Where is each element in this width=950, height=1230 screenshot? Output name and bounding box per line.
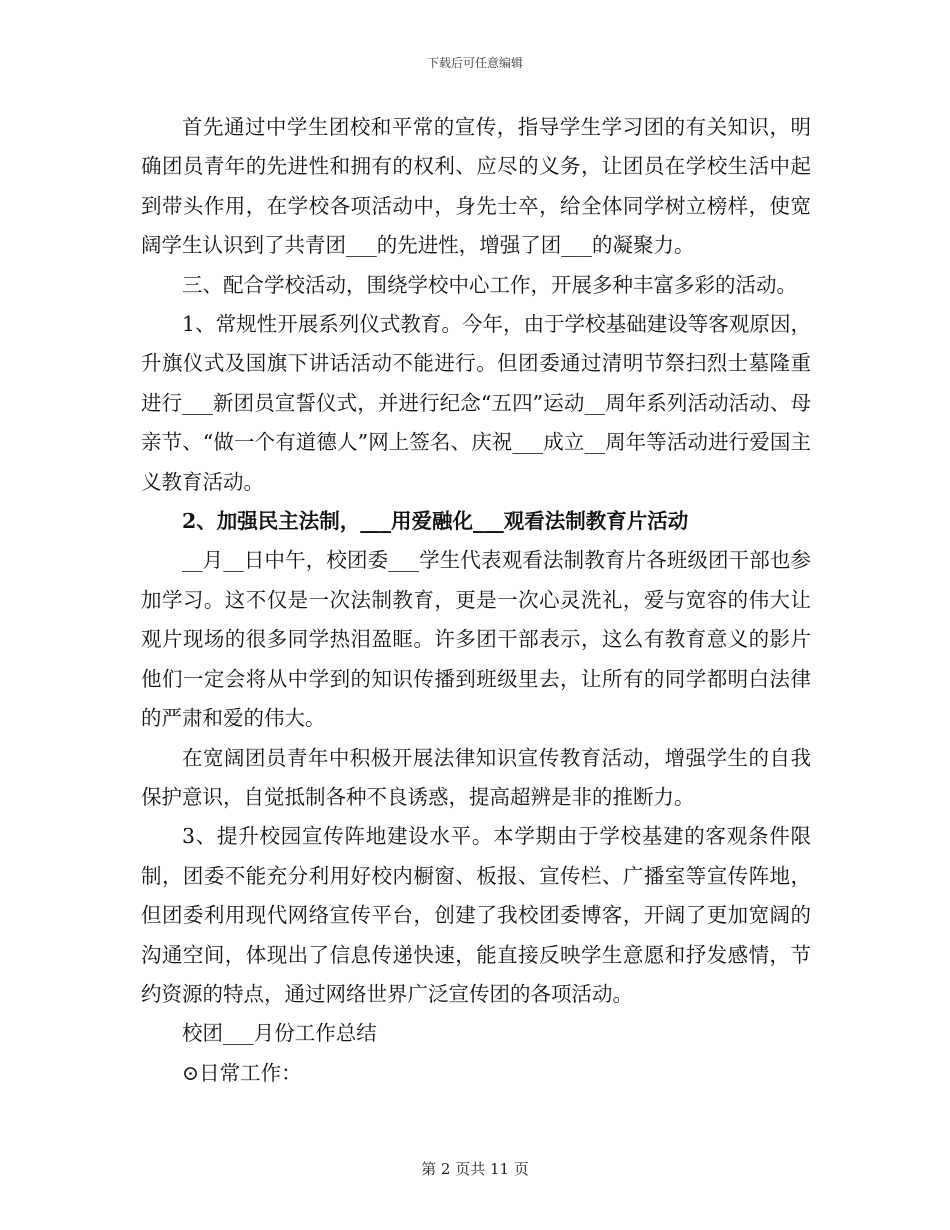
document-body [141,108,811,1093]
page-header: 下载后可任意编辑 [426,56,523,70]
paragraph-legal-awareness: 在宽阔团员青年中积极开展法律知识宣传教育活动，增强学生的自我保护意识，自觉抵制各种不良诱惑，提高超辨是非的推断力。 [141,745,811,809]
paragraph-legal-film: __月__日中午，校团委___学生代表观看法制教育片各班级团干部也参加学习。这不仅是一次法制教育，更是一次心灵洗礼，爱与宽容的伟大让观片现场的很多同学热泪盈眶。许多团干部表示，这么有教育意义的影片他们一定会将从中学到的知识传播到班级里去，让所有的同学都明白法律的严肃和爱的伟大。 [141,548,811,731]
page-footer: 第 2 页共 11 页 [421,1160,529,1178]
paragraph-ceremony-education: 1、常规性开展系列仪式教育。今年，由于学校基础建设等客观原因，升旗仪式及国旗下讲话活动不能进行。但团委通过清明节祭扫烈士墓隆重进行___新团员宣誓仪式，并进行纪念“五四”运动__周年系列活动活动、母亲节、“做一个有道德人”网上签名、庆祝___成立__周年等活动进行爱国主义教育活动。 [141,312,811,494]
paragraph-intro: 首先通过中学生团校和平常的宣传，指导学生学习团的有关知识，明确团员青年的先进性和拥有的权利、应尽的义务，让团员在学校生活中起到带头作用，在学校各项活动中，身先士卒，给全体同学树立榜样，使宽阔学生认识到了共青团___的先进性，增强了团___的凝聚力。 [141,115,811,258]
paragraph-monthly-summary-title: 校团___月份工作总结 [182,1021,377,1046]
paragraph-daily-work: ⊙日常工作： [182,1060,302,1085]
section-heading-3: 三、配合学校活动，围绕学校中心工作，开展多种丰富多彩的活动。 [182,272,797,297]
paragraph-campus-publicity: 3、提升校园宣传阵地建设水平。本学期由于学校基建的客观条件限制，团委不能充分利用好校内橱窗、板报、宣传栏、广播室等宣传阵地，但团委利用现代网络宣传平台，创建了我校团委博客，开阔了更加宽阔的沟通空间，体现出了信息传递快速，能直接反映学生意愿和抒发感情，节约资源的特点，通过网络世界广泛宣传团的各项活动。 [141,824,811,1006]
subheading-legal-education: 2、加强民主法制，___用爱融化___观看法制教育片活动 [182,509,689,534]
